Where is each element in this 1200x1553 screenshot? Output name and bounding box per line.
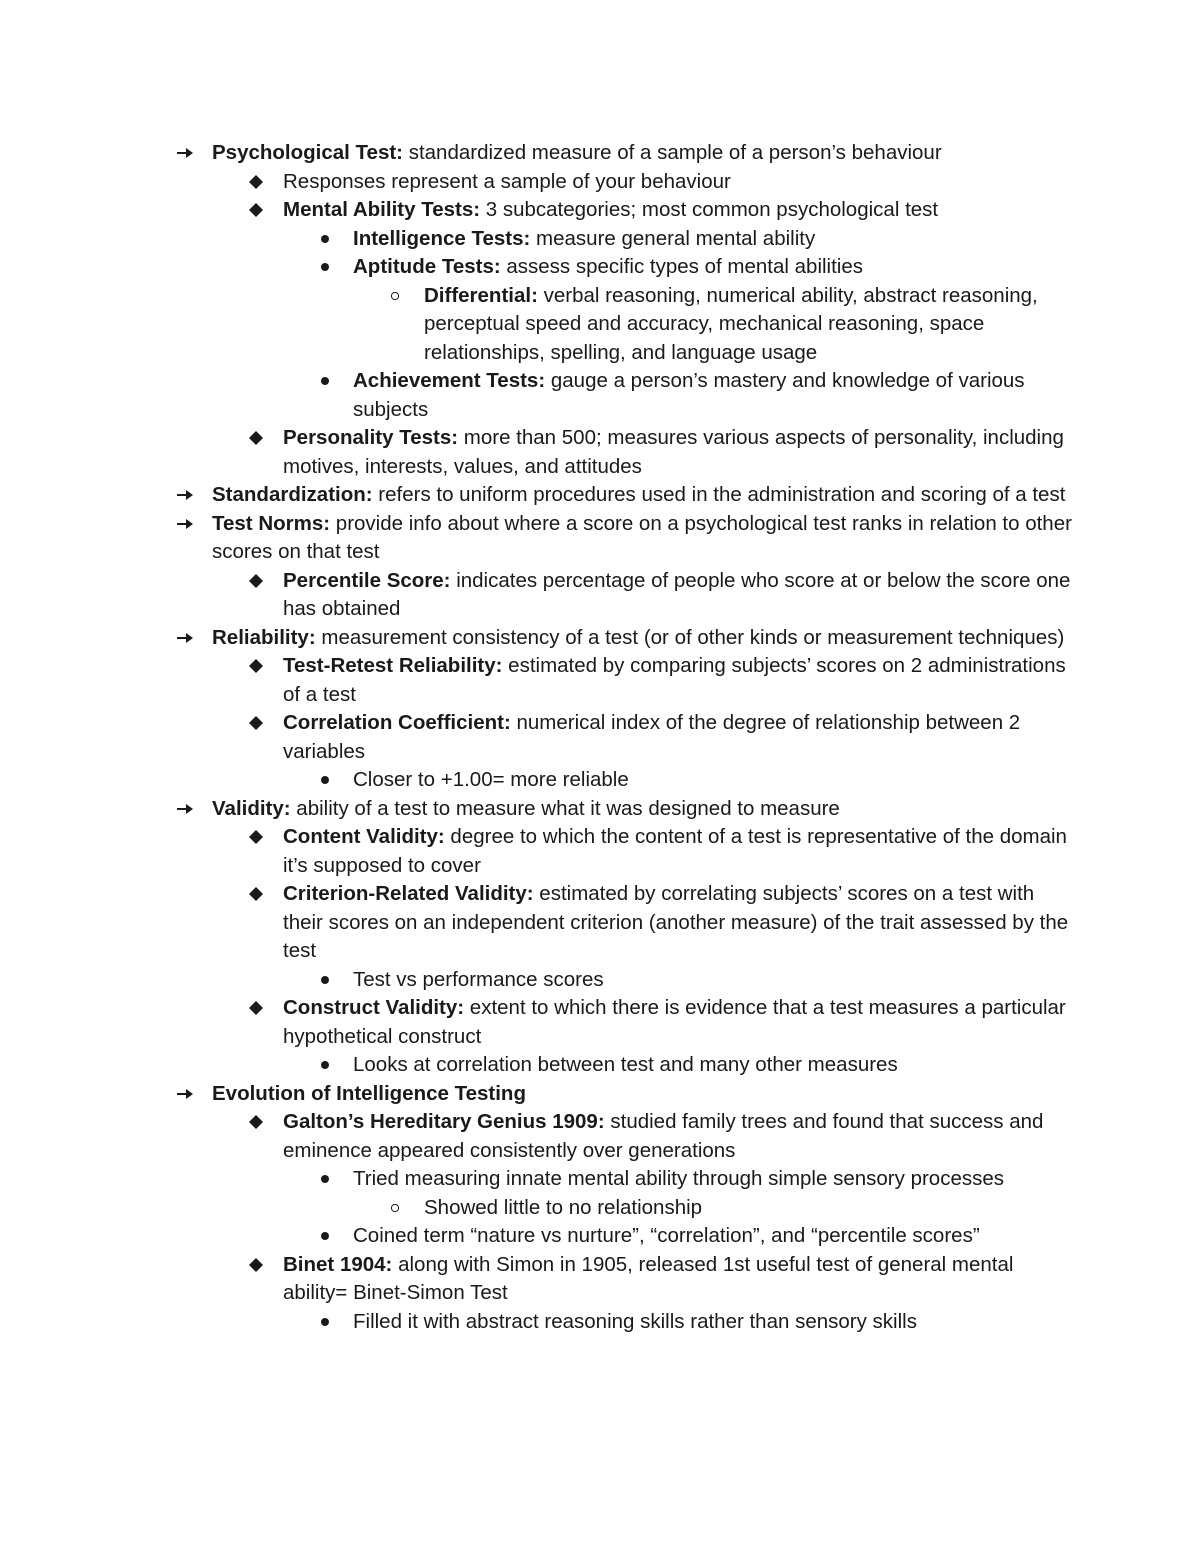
list-item-text: [353, 227, 815, 250]
hollow-circle-bullet-icon: [386, 1194, 404, 1223]
list-item-text: [424, 284, 1038, 364]
list-item-description: Responses represent a sample of your behaviour: [283, 169, 731, 193]
list-item-description: standardized measure of a sample of a person’s behaviour: [403, 141, 942, 164]
disc-bullet-icon: [316, 1222, 334, 1251]
list-item: [0, 624, 1072, 653]
list-item-text: [212, 512, 1072, 564]
list-item-text: [283, 825, 1067, 877]
list-item: [0, 1308, 1072, 1337]
list-item-term: Correlation Coefficient:: [283, 711, 511, 734]
list-item: [0, 282, 1072, 368]
list-item-text: [353, 968, 604, 991]
list-item-term: Binet 1904:: [283, 1252, 393, 1276]
list-item-description: extent to which there is evidence that a test measures a particular hypothetical construct: [283, 996, 1066, 1048]
list-item-term: Validity:: [212, 796, 291, 820]
list-item-term: Personality Tests:: [283, 426, 459, 449]
list-item: [0, 880, 1072, 966]
arrow-icon: [174, 624, 196, 653]
diamond-bullet-icon: [246, 823, 266, 852]
list-item-text: [353, 1167, 1004, 1190]
list-item-description: along with Simon in 1905, released 1st useful test of general mental ability= Binet-Simon Test: [283, 1252, 1014, 1304]
list-item-term: Construct Validity:: [283, 996, 465, 1019]
list-item-description: refers to uniform procedures used in the administration and scoring of a test: [372, 483, 1066, 506]
list-item-description: assess specific types of mental abilities: [500, 255, 864, 278]
list-item: [0, 652, 1072, 709]
list-item: [0, 823, 1072, 880]
list-item-text: [283, 1253, 1013, 1305]
list-item-term: Achievement Tests:: [353, 369, 546, 392]
list-item-description: indicates percentage of people who score at or below the score one has obtained: [283, 568, 1071, 620]
list-item-text: [353, 1224, 980, 1247]
list-item-text: [283, 654, 1066, 706]
list-item-text: [353, 768, 629, 791]
diamond-bullet-icon: [246, 168, 266, 197]
list-item-description: estimated by comparing subjects’ scores on 2 administrations of a test: [283, 654, 1066, 706]
list-item-text: [283, 170, 731, 193]
list-item-text: [283, 882, 1068, 962]
list-item: [0, 766, 1072, 795]
list-item: [0, 1165, 1072, 1194]
diamond-bullet-icon: [246, 880, 266, 909]
list-item-term: Content Validity:: [283, 825, 445, 848]
list-item: [0, 1108, 1072, 1165]
list-item-description: degree to which the content of a test is representative of the domain it’s supposed to cover: [283, 825, 1067, 877]
list-item-description: estimated by correlating subjects’ scores on a test with their scores on an independent criterion (another measure) of the trait assessed by the test: [283, 882, 1069, 962]
list-item-description: measure general mental ability: [530, 226, 816, 250]
list-item: [0, 225, 1072, 254]
list-item: [0, 966, 1072, 995]
arrow-icon: [174, 795, 196, 824]
list-item-text: [283, 426, 1064, 478]
list-item: [0, 168, 1072, 197]
list-item-description: Filled it with abstract reasoning skills rather than sensory skills: [353, 1309, 917, 1333]
list-item-description: Tried measuring innate mental ability through simple sensory processes: [353, 1167, 1004, 1190]
list-item-text: [212, 626, 1064, 649]
list-item: [0, 1194, 1072, 1223]
list-item: [0, 424, 1072, 481]
list-item-text: [283, 198, 938, 221]
arrow-icon: [174, 510, 196, 539]
list-item-description: numerical index of the degree of relationship between 2 variables: [283, 711, 1021, 763]
list-item-term: Test-Retest Reliability:: [283, 654, 503, 677]
list-item-text: [283, 569, 1070, 621]
list-item: [0, 253, 1072, 282]
list-item: [0, 709, 1072, 766]
list-item-description: measurement consistency of a test (or of other kinds or measurement techniques): [315, 625, 1065, 649]
list-item: [0, 139, 1072, 168]
list-item-description: ability of a test to measure what it was designed to measure: [290, 796, 840, 820]
list-item-text: [212, 483, 1065, 506]
list-item-term: Evolution of Intelligence Testing: [212, 1081, 526, 1105]
disc-bullet-icon: [316, 1165, 334, 1194]
diamond-bullet-icon: [246, 424, 266, 453]
hollow-circle-bullet-icon: [386, 282, 404, 311]
list-item-description: Showed little to no relationship: [424, 1195, 703, 1219]
list-item: [0, 367, 1072, 424]
disc-bullet-icon: [316, 253, 334, 282]
list-item-text: [283, 996, 1066, 1048]
arrow-icon: [174, 481, 196, 510]
list-item-description: Closer to +1.00= more reliable: [353, 768, 629, 791]
list-item-term: Mental Ability Tests:: [283, 198, 481, 221]
list-item-text: [424, 1196, 702, 1219]
diamond-bullet-icon: [246, 994, 266, 1023]
list-item-text: [212, 141, 942, 164]
list-item-text: [212, 797, 840, 820]
list-item-description: 3 subcategories; most common psychological test: [480, 198, 939, 221]
list-item-text: [353, 255, 863, 278]
list-item-term: Aptitude Tests:: [353, 255, 501, 278]
list-item: [0, 510, 1072, 567]
diamond-bullet-icon: [246, 1251, 266, 1280]
list-item-description: verbal reasoning, numerical ability, abstract reasoning, perceptual speed and accuracy, mechanical reasoning, space relationships, spelling, and language usage: [424, 283, 1038, 364]
disc-bullet-icon: [316, 966, 334, 995]
list-item-text: [353, 1053, 898, 1076]
diamond-bullet-icon: [246, 709, 266, 738]
list-item-term: Psychological Test:: [212, 141, 404, 164]
list-item-text: [283, 1110, 1043, 1162]
list-item-text: [353, 1310, 917, 1333]
list-item-term: Criterion-Related Validity:: [283, 882, 534, 905]
list-item-text: [283, 711, 1020, 763]
list-item: [0, 196, 1072, 225]
list-item-term: Percentile Score:: [283, 568, 451, 592]
list-item-description: Looks at correlation between test and many other measures: [353, 1053, 898, 1076]
arrow-icon: [174, 139, 196, 168]
disc-bullet-icon: [316, 1051, 334, 1080]
disc-bullet-icon: [316, 225, 334, 254]
list-item-term: Standardization:: [212, 483, 373, 506]
list-item-description: more than 500; measures various aspects of personality, including motives, interests, values, and attitudes: [283, 426, 1064, 478]
list-item-text: [212, 1082, 526, 1105]
list-item: [0, 1251, 1072, 1308]
disc-bullet-icon: [316, 1308, 334, 1337]
list-item: [0, 994, 1072, 1051]
list-item-description: gauge a person’s mastery and knowledge of various subjects: [353, 369, 1025, 421]
list-item-description: provide info about where a score on a psychological test ranks in relation to other scores on that test: [212, 511, 1072, 563]
diamond-bullet-icon: [246, 652, 266, 681]
disc-bullet-icon: [316, 766, 334, 795]
list-item-term: Test Norms:: [212, 511, 331, 535]
diamond-bullet-icon: [246, 1108, 266, 1137]
list-item-term: Reliability:: [212, 625, 316, 649]
list-item-description: Coined term “nature vs nurture”, “correlation”, and “percentile scores”: [353, 1224, 980, 1247]
list-item-term: Intelligence Tests:: [353, 226, 531, 250]
list-item: [0, 1080, 1072, 1109]
list-item: [0, 795, 1072, 824]
diamond-bullet-icon: [246, 196, 266, 225]
diamond-bullet-icon: [246, 567, 266, 596]
list-item-term: Galton’s Hereditary Genius 1909:: [283, 1110, 605, 1133]
list-item-description: studied family trees and found that success and eminence appeared consistently over generations: [283, 1110, 1044, 1162]
list-item: [0, 1051, 1072, 1080]
list-item: [0, 567, 1072, 624]
list-item: [0, 1222, 1072, 1251]
list-item-description: Test vs performance scores: [353, 967, 604, 991]
list-item: [0, 481, 1072, 510]
disc-bullet-icon: [316, 367, 334, 396]
list-item-term: Differential:: [424, 283, 538, 307]
notes-document: [0, 139, 1200, 1336]
arrow-icon: [174, 1080, 196, 1109]
list-item-text: [353, 369, 1025, 421]
